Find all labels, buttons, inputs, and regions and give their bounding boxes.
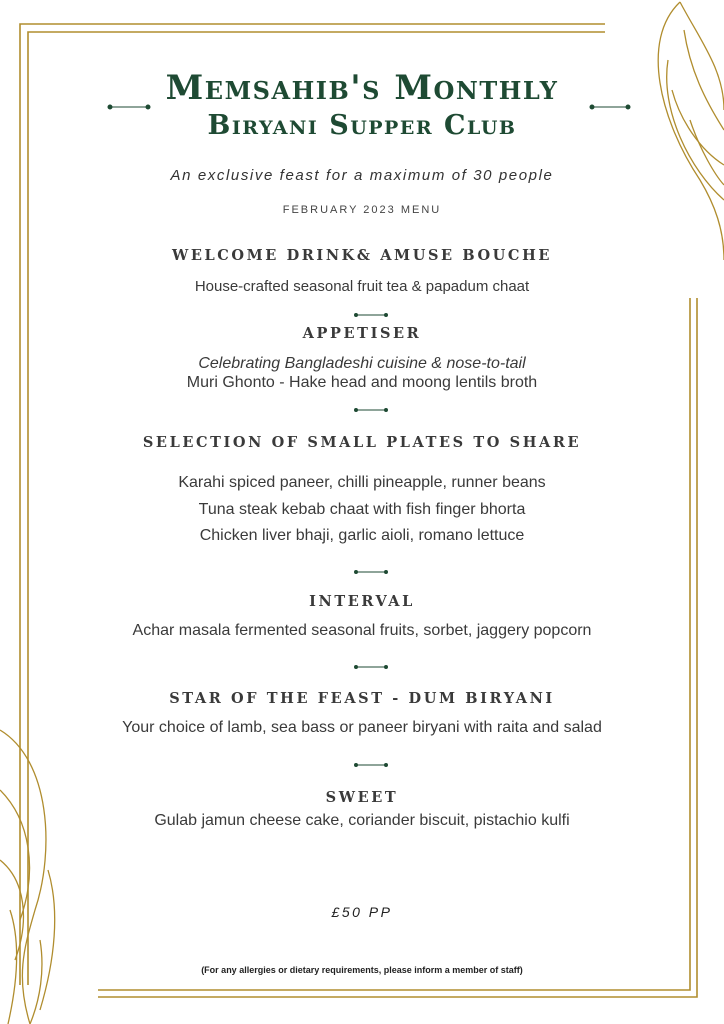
tagline: An exclusive feast for a maximum of 30 people: [170, 167, 554, 184]
menu-item: Achar masala fermented seasonal fruits, sorbet, jaggery popcorn: [132, 622, 592, 639]
menu-item: Your choice of lamb, sea bass or paneer biryani with raita and salad: [122, 719, 602, 736]
menu-item: Chicken liver bhaji, garlic aioli, romano lettuce: [199, 527, 525, 544]
menu-item: Tuna steak kebab chaat with fish finger bhorta: [198, 501, 526, 518]
menu-item: Gulab jamun cheese cake, coriander biscuit, pistachio kulfi: [154, 812, 570, 829]
section-heading-appetiser: APPETISER: [302, 325, 422, 342]
section-heading-welcome: WELCOME DRINK& AMUSE BOUCHE: [171, 247, 553, 264]
section-heading-interval: INTERVAL: [309, 593, 415, 610]
section-heading-small-plates: SELECTION OF SMALL PLATES TO SHARE: [142, 434, 582, 451]
section-heading-star: STAR OF THE FEAST - DUM BIRYANI: [169, 690, 555, 707]
menu-item: Karahi spiced paneer, chilli pineapple, runner beans: [178, 474, 546, 491]
appetiser-subtitle: Celebrating Bangladeshi cuisine & nose-to-tail: [198, 355, 526, 372]
title-line-1: Memsahib's Monthly: [165, 68, 559, 108]
leaf-bottom-left-icon: [0, 730, 55, 1024]
title-line-2: Biryani Supper Club: [207, 110, 517, 141]
footer-note: (For any allergies or dietary requirements, please inform a member of staff): [201, 965, 523, 975]
menu-item: Muri Ghonto - Hake head and moong lentils broth: [186, 374, 538, 391]
menu-item: House-crafted seasonal fruit tea & papadum chaat: [194, 278, 530, 295]
section-heading-sweet: SWEET: [325, 789, 399, 806]
menu-date: FEBRUARY 2023 MENU: [282, 204, 442, 216]
price: £50 PP: [331, 904, 393, 920]
